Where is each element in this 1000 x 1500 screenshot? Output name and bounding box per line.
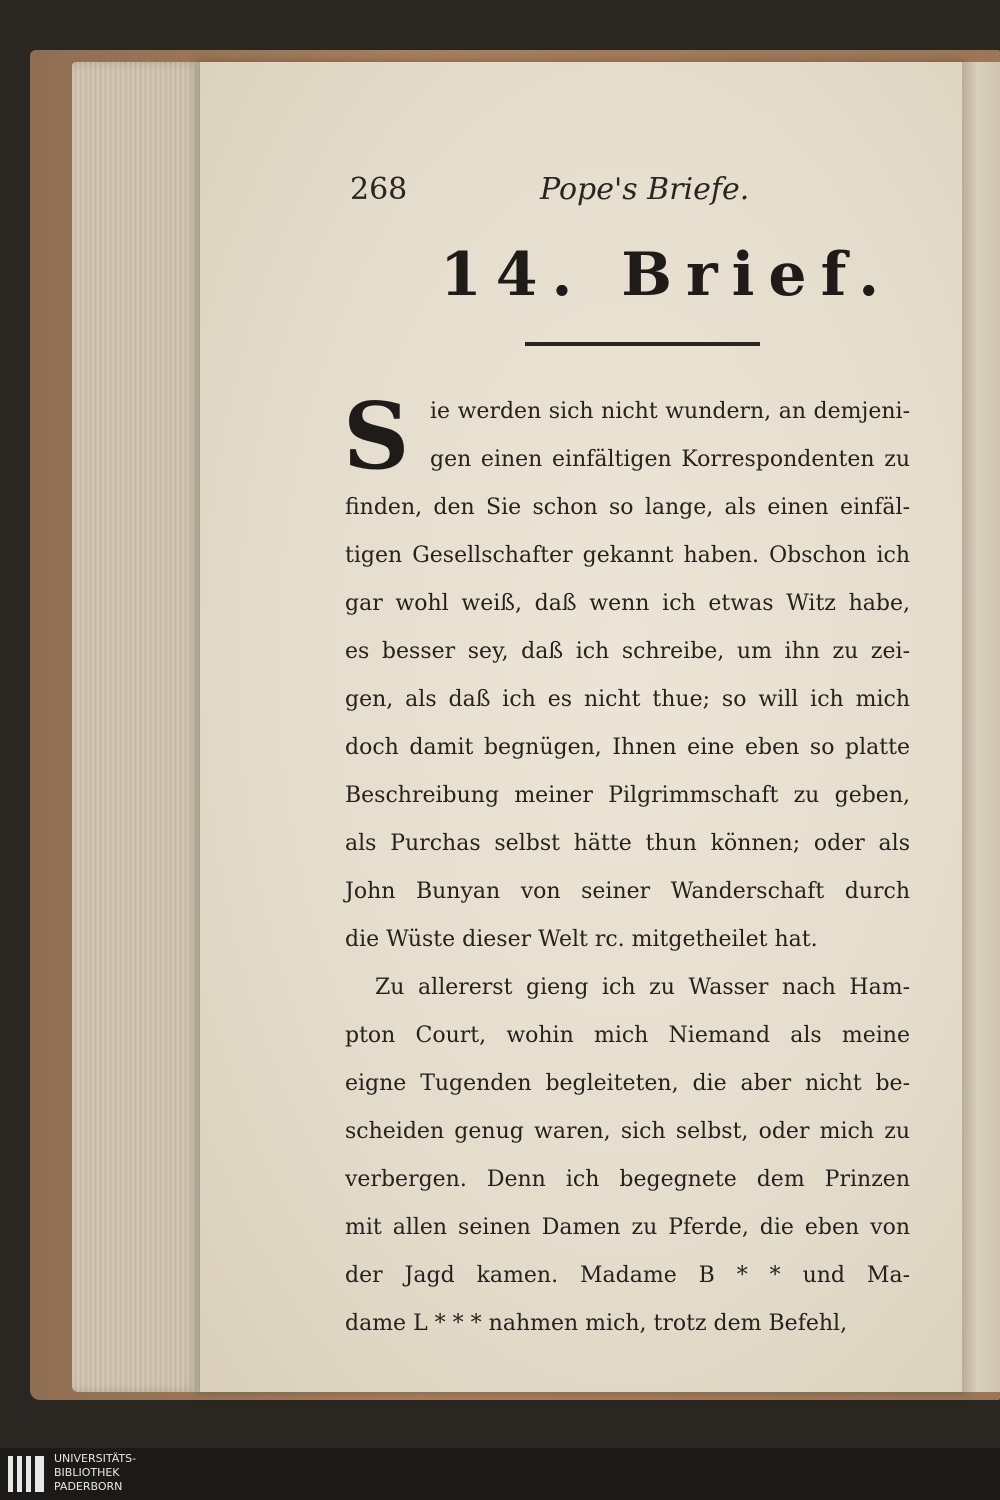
text-line: gen einen einfältigen Korrespondenten zu: [430, 447, 910, 472]
page-number: 268: [350, 172, 408, 207]
text-line: finden, den Sie schon so lange, als einen einfäl-: [345, 495, 910, 520]
library-footer: [0, 1448, 1000, 1500]
drop-cap: S: [343, 382, 410, 490]
body-text: [343, 382, 910, 1348]
page-gutter: [962, 62, 1000, 1392]
text-line: mit allen seinen Damen zu Pferde, die eben von: [345, 1215, 910, 1240]
text-line: Zu allererst gieng ich zu Wasser nach Ham-: [375, 975, 910, 1000]
text-line: dame L * * * nahmen mich, trotz dem Befehl,: [345, 1311, 848, 1336]
running-head: [350, 172, 760, 212]
text-line: tigen Gesellschafter gekannt haben. Obschon ich: [345, 543, 910, 568]
text-line: die Wüste dieser Welt rc. mitgetheilet hat.: [345, 927, 818, 952]
text-line: als Purchas selbst hätte thun können; oder als: [345, 831, 910, 856]
library-name-line: UNIVERSITÄTS-: [54, 1452, 137, 1465]
text-line: eigne Tugenden begleiteten, die aber nicht be-: [345, 1071, 910, 1096]
library-logo-icon: [8, 1456, 46, 1492]
text-line: verbergen. Denn ich begegnete dem Prinzen: [345, 1167, 910, 1192]
text-line: gar wohl weiß, daß wenn ich etwas Witz habe,: [345, 591, 910, 616]
running-title: Pope's Briefe.: [540, 172, 750, 207]
chapter-title: 14. Brief.: [440, 240, 894, 310]
text-line: Beschreibung meiner Pilgrimmschaft zu geben,: [345, 783, 910, 808]
library-name-line: PADERBORN: [54, 1480, 123, 1493]
text-line: der Jagd kamen. Madame B * * und Ma-: [345, 1263, 910, 1288]
text-line: scheiden genug waren, sich selbst, oder mich zu: [345, 1119, 910, 1144]
text-line: John Bunyan von seiner Wanderschaft durch: [345, 879, 910, 904]
text-line: pton Court, wohin mich Niemand als meine: [345, 1023, 910, 1048]
text-line: es besser sey, daß ich schreibe, um ihn zu zei-: [345, 639, 910, 664]
text-line: doch damit begnügen, Ihnen eine eben so platte: [345, 735, 910, 760]
title-rule: [525, 342, 760, 346]
text-line: ie werden sich nicht wundern, an demjeni-: [430, 399, 910, 424]
library-name: [54, 1452, 136, 1494]
text-line: gen, als daß ich es nicht thue; so will ich mich: [345, 687, 910, 712]
library-name-line: BIBLIOTHEK: [54, 1466, 120, 1479]
